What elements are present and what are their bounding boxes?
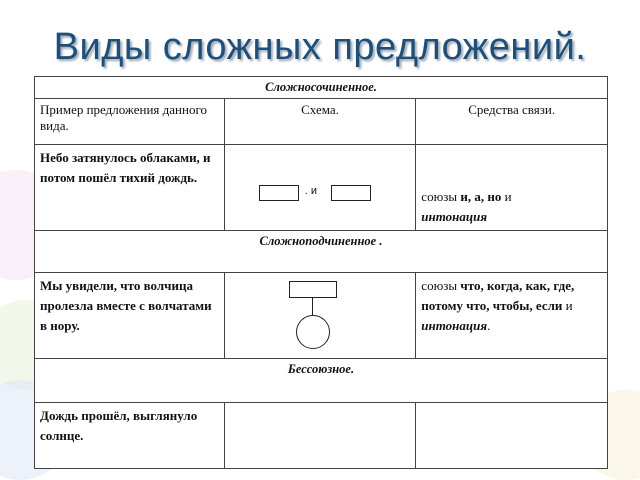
column-header-example: Пример предложения данного вида. xyxy=(35,99,225,145)
sentence-types-table xyxy=(34,76,608,469)
schema-compound xyxy=(224,145,416,231)
example-complex: Мы увидели, что волчица пролезла вместе с волчатами в нору. xyxy=(35,273,225,359)
connection-compound xyxy=(416,145,608,231)
connection-complex: союзы что, когда, как, где, потому что, чтобы, если и интонация. xyxy=(416,273,608,359)
section-complex-header: Сложноподчиненное . xyxy=(35,231,608,273)
conjunctions-prefix: союзы xyxy=(421,278,461,293)
column-header-schema: Схема. xyxy=(224,99,416,145)
conjunctions-and: и xyxy=(562,298,573,313)
schema-main-clause-box xyxy=(289,281,337,298)
conjunctions-prefix: союзы xyxy=(421,189,461,204)
conjunctions-and: и xyxy=(501,189,512,204)
section-asyndetic-header: Бессоюзное. xyxy=(35,359,608,403)
schema-separator: . и xyxy=(304,185,317,197)
schema-complex xyxy=(224,273,416,359)
example-asyndetic: Дождь прошёл, выглянуло солнце. xyxy=(35,403,225,469)
intonation-label: интонация xyxy=(421,318,488,333)
schema-connector-line xyxy=(312,297,313,315)
schema-box xyxy=(331,185,371,201)
intonation-label: интонация xyxy=(421,209,488,224)
schema-box xyxy=(259,185,299,201)
schema-asyndetic xyxy=(224,403,416,469)
example-compound: Небо затянулось облаками, и потом пошёл тихий дождь. xyxy=(35,145,225,231)
connection-asyndetic xyxy=(416,403,608,469)
section-compound-header: Сложносочиненное. xyxy=(35,77,608,99)
schema-subordinate-circle xyxy=(296,315,330,349)
conjunctions-list: что, когда, как, где, потому что, чтобы, если xyxy=(421,278,575,313)
conjunctions-list: и, а, но xyxy=(460,189,502,204)
column-header-connection: Средства связи. xyxy=(416,99,608,145)
page-title: Виды сложных предложений. xyxy=(53,26,587,68)
